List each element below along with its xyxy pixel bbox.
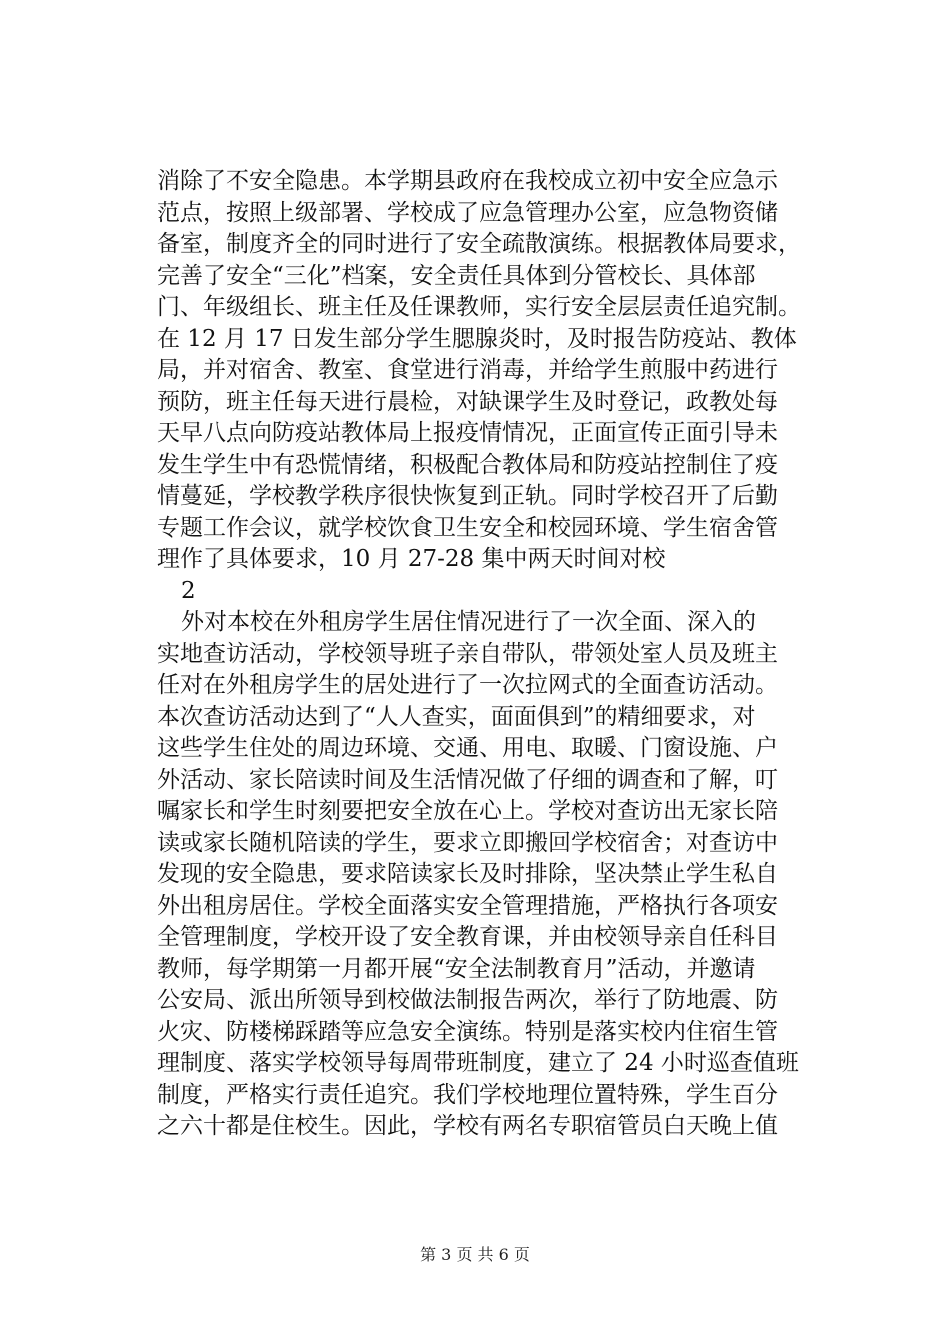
text-line: 范点，按照上级部署、学校成了应急管理办公室，应急物资储 — [157, 199, 778, 226]
text-line: 局，并对宿舍、教室、食堂进行消毒，并给学生煎服中药进行 — [157, 357, 778, 383]
text-line: 火灾、防楼梯踩踏等应急安全演练。特别是落实校内住宿生管 — [157, 1018, 778, 1045]
text-line: 消除了不安全隐患。本学期县政府在我校成立初中安全应急示 — [157, 168, 778, 194]
text-line: 嘱家长和学生时刻要把安全放在心上。学校对查访出无家长陪 — [157, 798, 778, 824]
text-line: 之六十都是住校生。因此，学校有两名专职宿管员白天晚上值 — [157, 1113, 778, 1139]
text-line: 门、年级组长、班主任及任课教师，实行安全层层责任追究制。 — [157, 294, 801, 320]
text-line: 天早八点向防疫站教体局上报疫情情况，正面宣传正面引导未 — [157, 420, 778, 446]
text-line: 读或家长随机陪读的学生，要求立即搬回学校宿舍；对查访中 — [157, 829, 778, 856]
text-line: 本次查访活动达到了“人人查实，面面俱到”的精细要求，对 — [157, 703, 756, 730]
text-line: 情蔓延，学校教学秩序很快恢复到正轨。同时学校召开了后勤 — [157, 483, 778, 509]
text-line: 理作了具体要求，10 月 27-28 集中两天时间对校 — [157, 546, 666, 572]
text-line: 这些学生住处的周边环境、交通、用电、取暖、门窗设施、户 — [157, 735, 778, 761]
text-line: 预防，班主任每天进行晨检，对缺课学生及时登记，政教处每 — [157, 388, 778, 415]
text-line: 外活动、家长陪读时间及生活情况做了仔细的调查和了解，叮 — [157, 766, 778, 793]
text-line: 任对在外租房学生的居处进行了一次拉网式的全面查访活动。 — [157, 672, 778, 698]
text-line: 备室，制度齐全的同时进行了安全疏散演练。根据教体局要求， — [157, 231, 801, 257]
text-line: 外对本校在外租房学生居住情况进行了一次全面、深入的 — [181, 609, 756, 635]
text-line: 完善了安全“三化”档案，安全责任具体到分管校长、具体部 — [157, 262, 756, 289]
text-line: 发生学生中有恐慌情绪，积极配合教体局和防疫站控制住了疫 — [157, 451, 778, 478]
text-line: 发现的安全隐患，要求陪读家长及时排除，坚决禁止学生私自 — [157, 861, 778, 887]
text-line: 专题工作会议，就学校饮食卫生安全和校园环境、学生宿舍管 — [157, 514, 778, 541]
text-line: 公安局、派出所领导到校做法制报告两次，举行了防地震、防 — [157, 987, 778, 1013]
text-line: 理制度、落实学校领导每周带班制度，建立了 24 小时巡查值班 — [157, 1050, 799, 1076]
inline-page-number: 2 — [181, 577, 196, 604]
text-line: 全管理制度，学校开设了安全教育课，并由校领导亲自任科目 — [157, 924, 778, 950]
text-line: 外出租房居住。学校全面落实安全管理措施，严格执行各项安 — [157, 892, 778, 919]
text-line: 教师，每学期第一月都开展“安全法制教育月”活动，并邀请 — [157, 955, 756, 982]
page-footer: 第 3 页 共 6 页 — [420, 1245, 530, 1264]
text-line: 实地查访活动，学校领导班子亲自带队，带领处室人员及班主 — [157, 640, 778, 667]
text-line: 制度，严格实行责任追究。我们学校地理位置特殊，学生百分 — [157, 1081, 778, 1108]
text-line: 在 12 月 17 日发生部分学生腮腺炎时，及时报告防疫站、教体 — [157, 325, 797, 352]
